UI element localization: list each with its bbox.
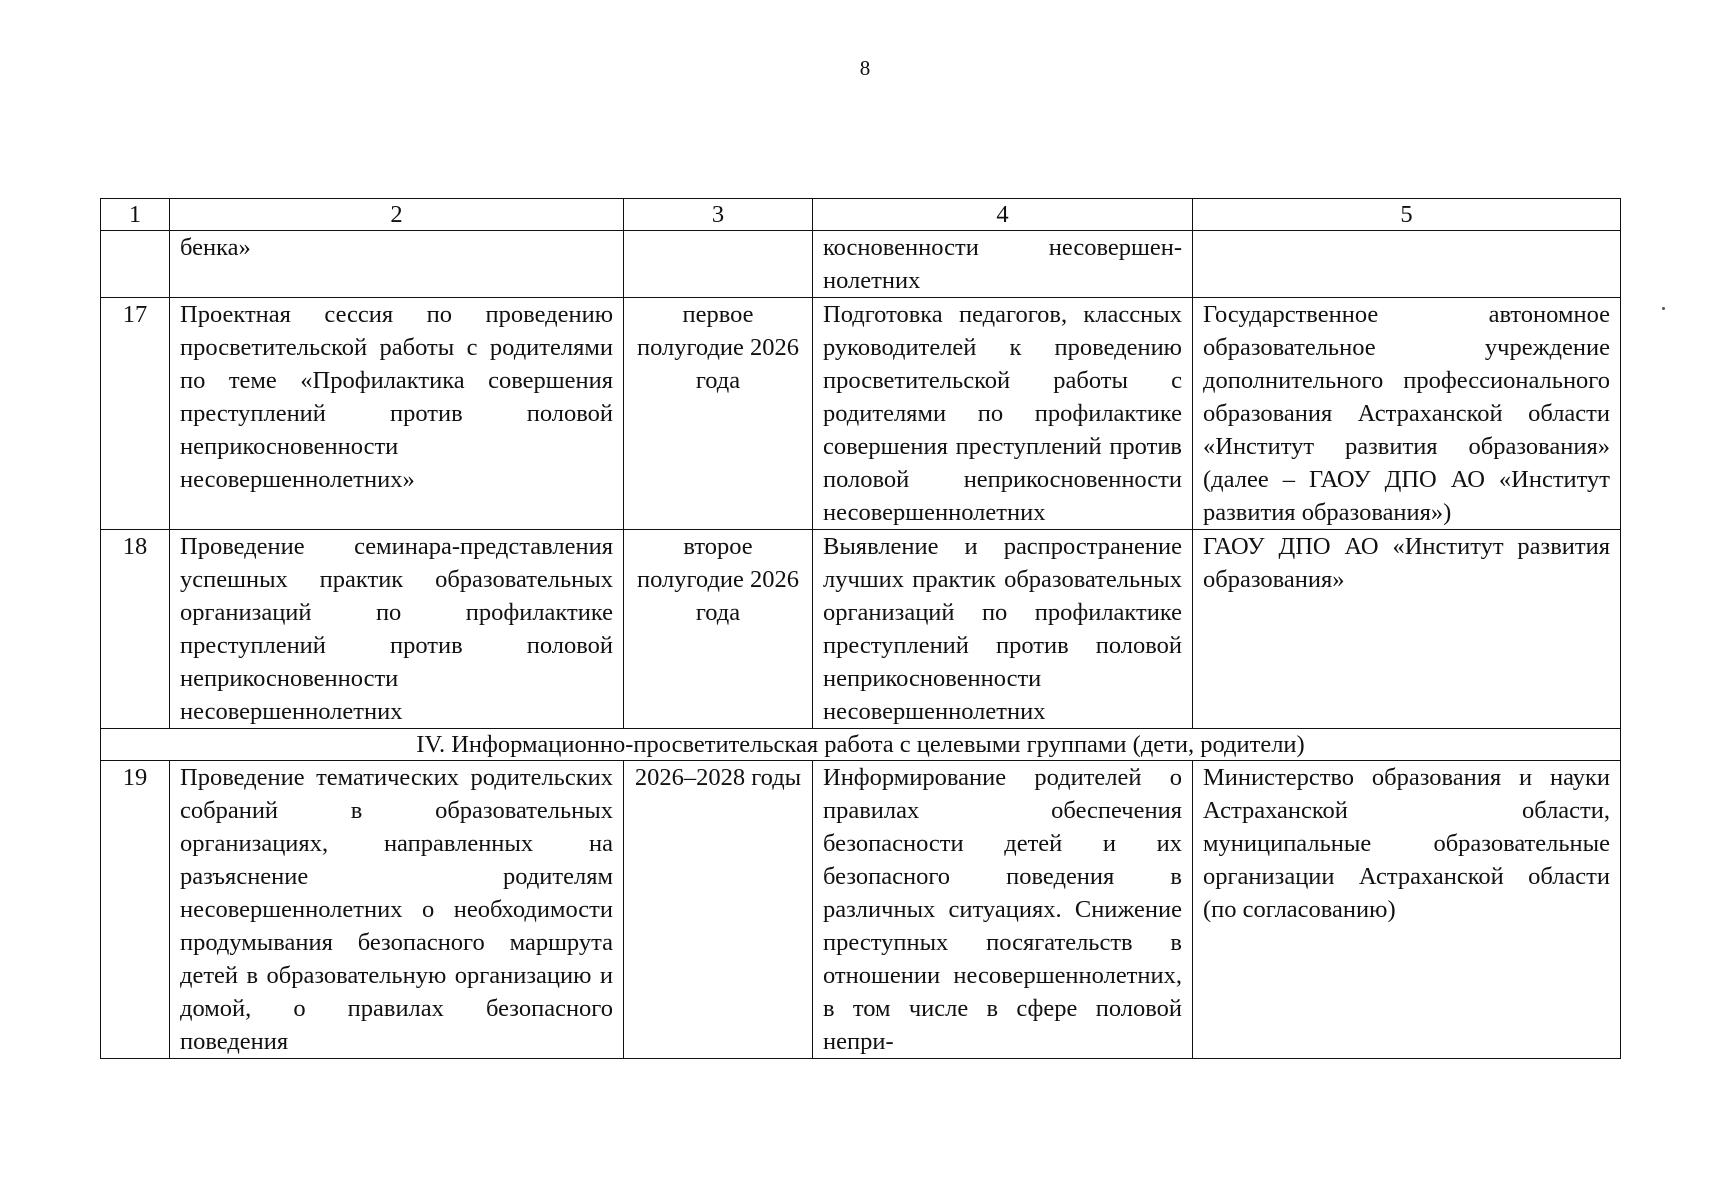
result-cell: Информирование родителей о правилах обеспечения безопасности детей и их безопасного поведения в различных ситуациях. Снижение преступных посягательств в отношении несовершеннолетних, в том числе в сфере половой непри- — [813, 761, 1193, 1059]
section-heading: IV. Информационно-просветительская работа с целевыми группами (дети, родители) — [101, 729, 1621, 761]
result-cell: косновенности несовершен-нолетних — [813, 231, 1193, 298]
table-row — [101, 298, 1621, 530]
column-number-5: 5 — [1193, 199, 1621, 231]
column-number-3: 3 — [624, 199, 813, 231]
page-number: 8 — [859, 56, 871, 80]
event-cell: Проведение тематических родительских собраний в образовательных организациях, направленных на разъяснение родителям несовершеннолетних о необходимости продумывания безопасного маршрута детей в образовательную организацию и домой, о правилах безопасного поведения — [170, 761, 624, 1059]
result-cell: Подготовка педагогов, классных руководителей к проведению просветительской работы с родителями по профилактике совершения преступлений против половой неприкосновенности несовершеннолетних — [813, 298, 1193, 530]
event-cell: Проведение семинара-представления успешных практик образовательных организаций по профилактике преступлений против половой неприкосновенности несовершеннолетних — [170, 530, 624, 729]
period-cell: 2026–2028 годы — [624, 761, 813, 1059]
responsible-cell: Государственное автономное образовательное учреждение дополнительного профессионального образования Астраханской области «Институт развития образования» (далее – ГАОУ ДПО АО «Институт развития образования») — [1193, 298, 1621, 530]
event-cell: бенка» — [170, 231, 624, 298]
section-heading-row — [101, 729, 1621, 761]
scan-speck — [1662, 307, 1665, 310]
period-cell — [624, 231, 813, 298]
column-number-1: 1 — [101, 199, 170, 231]
row-number-cell — [101, 231, 170, 298]
table-row-continuation — [101, 231, 1621, 298]
table-row — [101, 761, 1621, 1059]
event-cell: Проектная сессия по проведению просветительской работы с родителями по теме «Профилактика совершения преступлений против половой неприкосновенности несовершеннолетних» — [170, 298, 624, 530]
column-number-row — [101, 199, 1621, 231]
row-number-cell: 18 — [101, 530, 170, 729]
row-number-cell: 17 — [101, 298, 170, 530]
column-number-2: 2 — [170, 199, 624, 231]
responsible-cell: Министерство образования и науки Астраханской области, муниципальные образовательные организации Астраханской области (по согласованию) — [1193, 761, 1621, 1059]
row-number-cell: 19 — [101, 761, 170, 1059]
responsible-cell — [1193, 231, 1621, 298]
responsible-cell: ГАОУ ДПО АО «Институт развития образования» — [1193, 530, 1621, 729]
action-plan-table — [100, 198, 1621, 1059]
column-number-4: 4 — [813, 199, 1193, 231]
period-cell: второе полугодие 2026 года — [624, 530, 813, 729]
period-cell: первое полугодие 2026 года — [624, 298, 813, 530]
table-row — [101, 530, 1621, 729]
result-cell: Выявление и распространение лучших практик образовательных организаций по профилактике преступлений против половой неприкосновенности несовершеннолетних — [813, 530, 1193, 729]
